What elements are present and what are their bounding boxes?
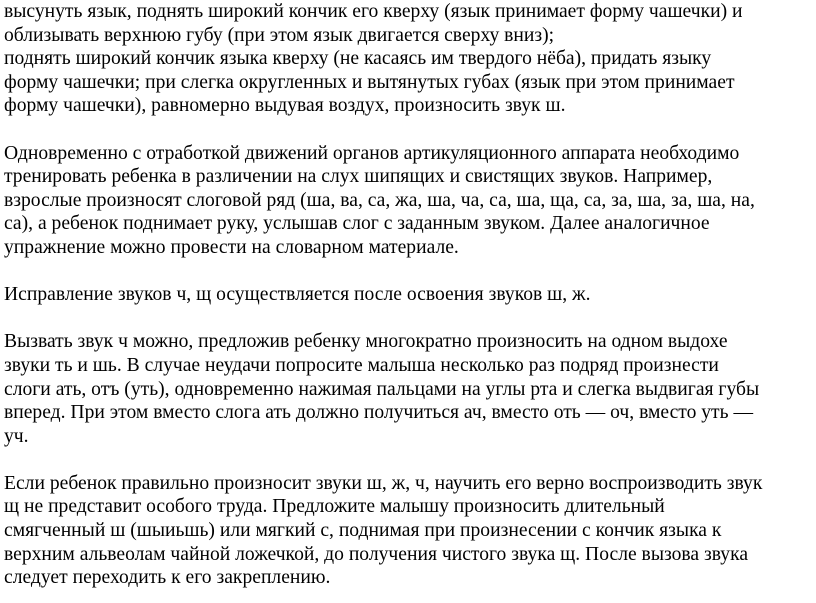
text-line: Исправление звуков ч, щ осуществляется после освоения звуков ш, ж.: [4, 284, 591, 306]
paragraph-sound-shch: [4, 472, 816, 590]
text-line: Одновременно с отработкой движений органов артикуляционного аппарата необходимо: [4, 142, 740, 164]
paragraph-sound-ch: [4, 330, 816, 448]
paragraph-articulation-exercises: [4, 0, 816, 118]
text-line: высунуть язык, поднять широкий кончик его кверху (язык принимает форму чашечки) и: [4, 1, 743, 22]
paragraph-correction-order: [4, 283, 816, 307]
text-line: слоги ать, отъ (уть), одновременно нажимая пальцами на углы рта и слегка выдвигая губы: [4, 378, 760, 400]
text-line: облизывать верхнюю губу (при этом язык двигается сверху вниз);: [4, 24, 555, 46]
text-line: са), а ребенок поднимает руку, услышав слог с заданным звуком. Далее аналогичное: [4, 213, 710, 235]
text-line: Если ребенок правильно произносит звуки ш, ж, ч, научить его верно воспроизводить звук: [4, 472, 763, 494]
paragraph-spacer: [4, 448, 816, 472]
text-line: взрослые произносят слоговой ряд (ша, ва, са, жа, ша, ча, са, ша, ща, са, за, ша, за, ша, на,: [4, 189, 755, 211]
paragraph-spacer: [4, 307, 816, 331]
text-line: форму чашечки), равномерно выдувая воздух, произносить звук ш.: [4, 95, 566, 117]
text-line: поднять широкий кончик языка кверху (не касаясь им твердого нёба), придать языку: [4, 48, 712, 70]
text-line: смягченный ш (шыиьшь) или мягкий с, поднимая при произнесении с кончик языка к: [4, 520, 722, 542]
paragraph-hearing-training: [4, 142, 816, 260]
text-line: форму чашечки; при слегка округленных и вытянутых губах (язык при этом принимает: [4, 71, 735, 93]
text-line: Вызвать звук ч можно, предложив ребенку многократно произносить на одном выдохе: [4, 331, 728, 353]
paragraph-spacer: [4, 118, 816, 142]
text-line: упражнение можно провести на словарном материале.: [4, 236, 459, 258]
text-line: щ не представит особого труда. Предложите малышу произносить длительный: [4, 496, 665, 518]
paragraph-spacer: [4, 260, 816, 284]
text-line: вперед. При этом вместо слога ать должно получиться ач, вместо оть — оч, вместо уть —: [4, 402, 754, 424]
text-line: верхним альвеолам чайной ложечкой, до получения чистого звука щ. После вызова звука: [4, 543, 749, 565]
text-line: звуки ть и шь. В случае неудачи попросите малыша несколько раз подряд произнести: [4, 354, 719, 376]
text-line: тренировать ребенка в различении на слух шипящих и свистящих звуков. Например,: [4, 166, 713, 188]
text-line: следует переходить к его закреплению.: [4, 567, 331, 589]
document-body: [4, 0, 816, 590]
text-line: уч.: [4, 425, 29, 447]
